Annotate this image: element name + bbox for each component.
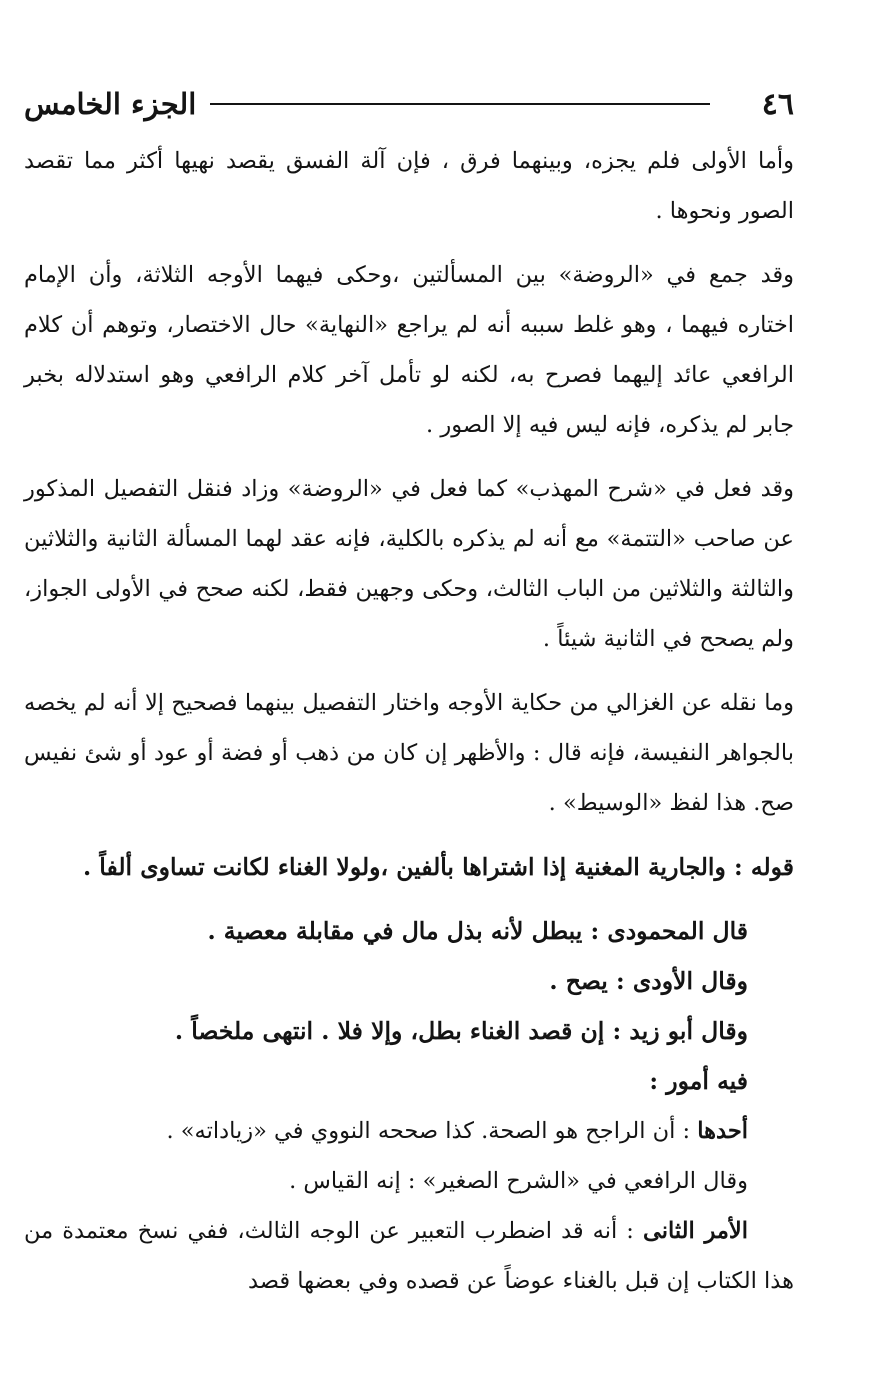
quote-line: فيه أمور : — [649, 1067, 748, 1095]
quote-line: وقال الأودى : يصح . — [549, 967, 748, 995]
page-body — [24, 136, 794, 1320]
list-item — [24, 1206, 794, 1306]
quote-line: قال المحمودى : يبطل لأنه بذل مال في مقابلة معصية . — [207, 917, 748, 945]
header-rule — [210, 103, 710, 105]
quote-line: وقال أبو زيد : إن قصد الغناء بطل، وإلا فلا . انتهى ملخصاً . — [174, 1017, 748, 1045]
list-item — [24, 1106, 794, 1156]
paragraph: وما نقله عن الغزالي من حكاية الأوجه واختار التفصيل بينهما فصحيح إلا أنه لم يخصه بالجواهر النفيسة، فإنه قال : والأظهر إن كان من ذهب أو فضة أو عود أو شئ نفيس صح. هذا لفظ «الوسيط» . — [24, 690, 794, 816]
page-number: ٤٦ — [761, 86, 794, 122]
item-text: : أنه قد اضطرب التعبير عن الوجه الثالث، ففي نسخ معتمدة من هذا الكتاب إن قبل بالغناء عوضاً عن قصده وفي بعضها قصد — [24, 1218, 794, 1294]
bold-paragraph: قوله : والجارية المغنية إذا اشتراها بألفين ،ولولا الغناء لكانت تساوى ألفاً . — [82, 853, 794, 881]
paragraph: وقد جمع في «الروضة» بين المسألتين ،وحكى فيهما الأوجه الثلاثة، وأن الإمام اختاره فيهما ، وهو غلط سببه أنه لم يراجع «النهاية» حال الاختصار، وتوهم أن كلام الرافعي عائد إليهما فصرح به، لكنه لو تأمل آخر كلام الرافعي وهو استدلاله بخبر جابر لم يذكره، فإنه ليس فيه إلا الصور . — [24, 262, 794, 438]
item-text: : أن الراجح هو الصحة. كذا صححه النووي في «زياداته» . — [166, 1118, 698, 1144]
item-lead: الأمر الثانى — [642, 1218, 749, 1244]
list-item-continuation: وقال الرافعي في «الشرح الصغير» : إنه القياس . — [289, 1168, 748, 1194]
chapter-title: الجزء الخامس — [24, 87, 197, 121]
paragraph: وأما الأولى فلم يجزه، وبينهما فرق ، فإن آلة الفسق يقصد نهيها أكثر مما تقصد الصور ونحوها . — [24, 148, 794, 224]
book-page — [24, 0, 794, 1389]
item-lead: أحدها — [697, 1118, 748, 1144]
paragraph: وقد فعل في «شرح المهذب» كما فعل في «الروضة» وزاد فنقل التفصيل المذكور عن صاحب «التتمة» مع أنه لم يذكره بالكلية، فإنه عقد لهما المسألة الثانية والثلاثين والثالثة والثلاثين من الباب الثالث، وحكى وجهين فقط، لكنه صحح في الأولى الجواز، ولم يصحح في الثانية شيئاً . — [24, 476, 794, 652]
page-header — [24, 82, 794, 126]
